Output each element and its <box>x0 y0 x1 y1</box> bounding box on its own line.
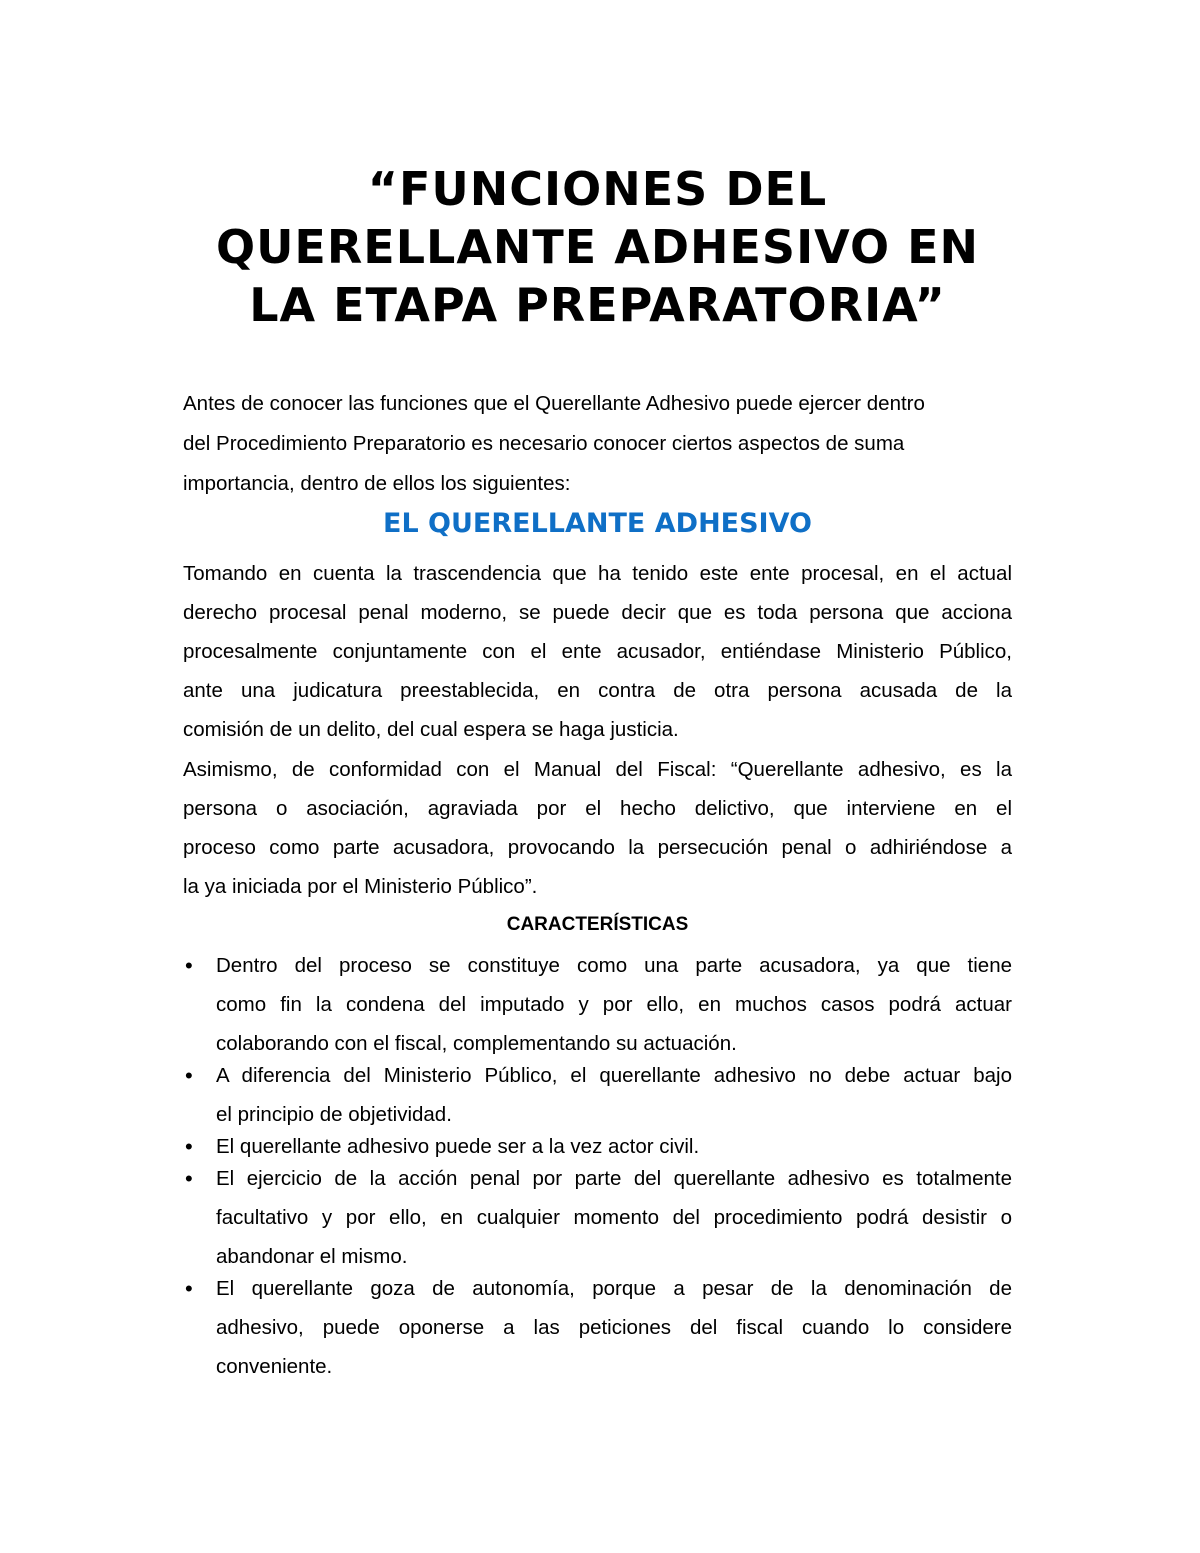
list-item-line: el principio de objetividad. <box>216 1103 452 1126</box>
list-item-line: adhesivo, puede oponerse a las peticiones del fiscal cuando lo considere <box>216 1316 1012 1339</box>
list-item-line: Dentro del proceso se constituye como una parte acusadora, ya que tiene <box>216 954 1012 977</box>
definition-paragraph <box>183 554 1012 749</box>
section-heading: EL QUERELLANTE ADHESIVO <box>383 508 812 539</box>
characteristics-heading: CARACTERÍSTICAS <box>506 914 689 935</box>
definition-line: comisión de un delito, del cual espera se haga justicia. <box>183 718 679 741</box>
manual-line: la ya iniciada por el Ministerio Público”. <box>183 875 538 898</box>
bullet-icon: • <box>185 953 193 978</box>
definition-line: ante una judicatura preestablecida, en contra de otra persona acusada de la <box>183 679 1012 702</box>
list-item-line: abandonar el mismo. <box>216 1245 408 1268</box>
manual-line: Asimismo, de conformidad con el Manual del Fiscal: “Querellante adhesivo, es la <box>183 758 1012 781</box>
list-item-line: A diferencia del Ministerio Público, el querellante adhesivo no debe actuar bajo <box>216 1064 1012 1087</box>
bullet-icon: • <box>185 1063 193 1088</box>
document-title <box>183 160 1012 334</box>
title-line: LA ETAPA PREPARATORIA” <box>249 278 946 332</box>
list-item-line: El querellante adhesivo puede ser a la vez actor civil. <box>216 1135 700 1158</box>
list-item <box>183 1269 1012 1386</box>
list-item-line: conveniente. <box>216 1355 333 1378</box>
list-item-line: El querellante goza de autonomía, porque a pesar de la denominación de <box>216 1277 1012 1300</box>
list-item <box>183 1159 1012 1276</box>
definition-line: Tomando en cuenta la trascendencia que ha tenido este ente procesal, en el actual <box>183 562 1012 585</box>
title-line: QUERELLANTE ADHESIVO EN <box>215 220 980 274</box>
list-item <box>183 946 1012 1063</box>
list-item-line: como fin la condena del imputado y por ello, en muchos casos podrá actuar <box>216 993 1012 1016</box>
bullet-icon: • <box>185 1166 193 1191</box>
manual-line: proceso como parte acusadora, provocando la persecución penal o adhiriéndose a <box>183 836 1012 859</box>
definition-line: derecho procesal penal moderno, se puede decir que es toda persona que acciona <box>183 601 1012 624</box>
manual-quote-paragraph <box>183 750 1012 906</box>
list-item <box>183 1056 1012 1134</box>
bullet-icon: • <box>185 1276 193 1301</box>
list-item-line: facultativo y por ello, en cualquier momento del procedimiento podrá desistir o <box>216 1206 1012 1229</box>
intro-paragraph <box>183 384 1012 504</box>
list-item-line: El ejercicio de la acción penal por parte del querellante adhesivo es totalmente <box>216 1167 1012 1190</box>
intro-line: del Procedimiento Preparatorio es necesario conocer ciertos aspectos de suma <box>183 432 905 455</box>
title-line: “FUNCIONES DEL <box>367 162 828 216</box>
manual-line: persona o asociación, agraviada por el hecho delictivo, que interviene en el <box>183 797 1012 820</box>
intro-line: importancia, dentro de ellos los siguientes: <box>183 472 571 495</box>
list-item-line: colaborando con el fiscal, complementando su actuación. <box>216 1032 737 1055</box>
definition-line: procesalmente conjuntamente con el ente acusador, entiéndase Ministerio Público, <box>183 640 1012 663</box>
intro-line: Antes de conocer las funciones que el Querellante Adhesivo puede ejercer dentro <box>183 392 925 415</box>
characteristics-list <box>183 946 1012 1386</box>
bullet-icon: • <box>185 1134 193 1159</box>
